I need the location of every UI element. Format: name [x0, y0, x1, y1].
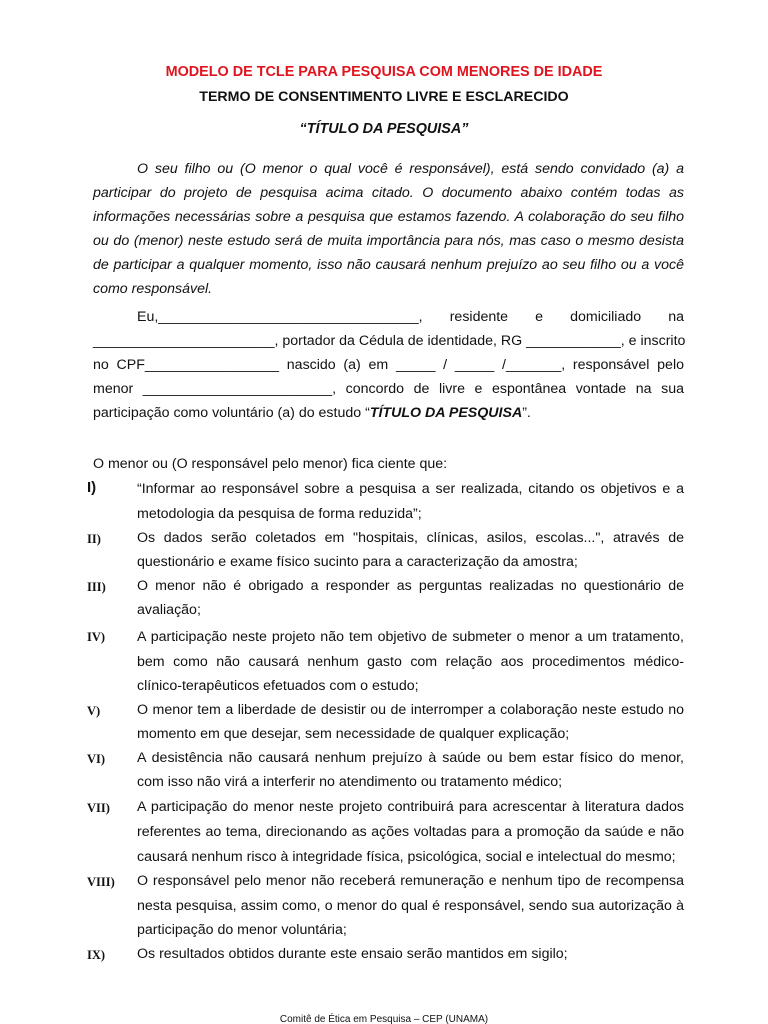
- intro-line: O seu filho ou (O menor o qual você é responsável), está sendo convidado (a) a: [137, 161, 684, 177]
- intro-line: participar do projeto de pesquisa acima citado. O documento abaixo contém todas as: [93, 185, 684, 201]
- consent-line-last: [93, 401, 684, 425]
- item-line: bem como não causará nenhum gasto com relação aos procedimentos médico-: [137, 654, 684, 670]
- aware-text: O menor ou (O responsável pelo menor) fica ciente que:: [93, 456, 448, 472]
- consent-line: Eu,_________________________________, residente e domiciliado na: [137, 309, 684, 325]
- item-marker: IV): [87, 630, 106, 644]
- item-marker: II): [87, 532, 101, 546]
- item-line: nesta pesquisa, assim como, o menor do qual é responsável, sendo sua autorização à: [137, 898, 684, 914]
- item-line: “Informar ao responsável sobre a pesquisa a ser realizada, citando os objetivos e a: [137, 481, 684, 497]
- item-line: Os resultados obtidos durante este ensaio serão mantidos em sigilo;: [137, 946, 568, 962]
- item-line: A participação do menor neste projeto contribuirá para acrescentar à literatura dados: [137, 799, 684, 815]
- item-line: avaliação;: [137, 602, 201, 618]
- item-line: questionário e exame físico sucinto para a caracterização da amostra;: [137, 554, 578, 570]
- item-line: com isso não virá a interferir no atendimento ou tratamento médico;: [137, 774, 563, 790]
- item-marker: III): [87, 580, 106, 594]
- item-line: referentes ao tema, direcionando as ações voltadas para a promoção da saúde e não: [137, 824, 684, 840]
- consent-line: no CPF_________________ nascido (a) em _____ / _____ /_______, responsável pelo: [93, 357, 684, 373]
- item-line: metodologia da pesquisa de forma reduzida”;: [137, 506, 422, 522]
- page-footer: Comitê de Ética em Pesquisa – CEP (UNAMA): [279, 1014, 489, 1024]
- item-marker: VI): [87, 752, 106, 766]
- research-title: “TÍTULO DA PESQUISA”: [299, 121, 469, 137]
- item-line: O responsável pelo menor não receberá remuneração e nenhum tipo de recompensa: [137, 873, 684, 889]
- item-marker: IX): [87, 948, 106, 962]
- form-title: TERMO DE CONSENTIMENTO LIVRE E ESCLARECIDO: [199, 89, 569, 105]
- item-line: O menor tem a liberdade de desistir ou de interromper a colaboração neste estudo no: [137, 702, 684, 718]
- item-line: A participação neste projeto não tem objetivo de submeter o menor a um tratamento,: [137, 629, 684, 645]
- item-line: Os dados serão coletados em "hospitais, clínicas, asilos, escolas...", através de: [137, 530, 684, 546]
- consent-study-title: TÍTULO DA PESQUISA: [369, 405, 523, 421]
- intro-line: informações necessárias sobre a pesquisa que estamos fazendo. A colaboração do seu filho: [93, 209, 684, 225]
- intro-line: ou do (menor) neste estudo será de muita importância para nós, mas caso o mesmo desista: [93, 233, 684, 249]
- item-line: clínico-terapêuticos efetuados com o estudo;: [137, 678, 419, 694]
- model-title: MODELO DE TCLE PARA PESQUISA COM MENORES DE IDADE: [165, 64, 603, 80]
- consent-line: menor ________________________, concordo de livre e espontânea vontade na sua: [93, 381, 684, 397]
- item-line: participação do menor voluntária;: [137, 922, 347, 938]
- intro-line: de participar a qualquer momento, isso não causará nenhum prejuízo ao seu filho ou a você: [93, 257, 684, 273]
- item-line: O menor não é obrigado a responder as perguntas realizadas no questionário de: [137, 578, 684, 594]
- item-line: momento em que desejar, sem necessidade de qualquer explicação;: [137, 726, 570, 742]
- consent-last-prefix: participação como voluntário (a) do estudo “: [93, 405, 370, 421]
- item-marker: V): [87, 704, 101, 718]
- item-marker: VIII): [87, 875, 115, 889]
- consent-last-suffix: ”.: [522, 405, 531, 421]
- consent-line: _______________________, portador da Cédula de identidade, RG ____________, e inscrito: [93, 333, 686, 349]
- item-marker: VII): [87, 801, 110, 815]
- item-marker: I): [87, 479, 97, 496]
- item-line: A desistência não causará nenhum prejuízo à saúde ou bem estar físico do menor,: [137, 750, 684, 766]
- item-line: causará nenhum risco à integridade física, psicológica, social e intelectual do mesmo;: [137, 849, 676, 865]
- intro-line: como responsável.: [93, 281, 213, 297]
